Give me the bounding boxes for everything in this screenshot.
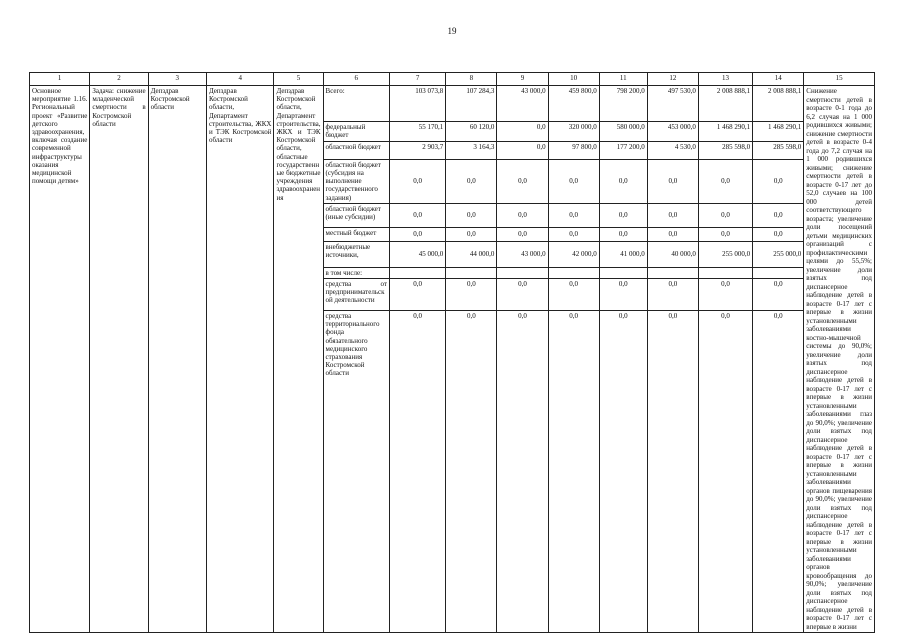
value-cell: 255 000,0 bbox=[753, 241, 804, 267]
value-cell: 44 000,0 bbox=[446, 241, 497, 267]
header-cell: 6 bbox=[323, 73, 389, 86]
funding-source-cell: областной бюджет (субсидия на выполнение государственного задания) bbox=[323, 159, 389, 203]
value-cell bbox=[647, 267, 698, 278]
value-cell: 0,0 bbox=[446, 311, 497, 633]
value-cell: 580 000,0 bbox=[599, 121, 647, 141]
value-cell: 41 000,0 bbox=[599, 241, 647, 267]
header-cell: 10 bbox=[548, 73, 599, 86]
value-cell: 0,0 bbox=[753, 311, 804, 633]
value-cell: 2 008 888,1 bbox=[753, 86, 804, 122]
program-table bbox=[29, 72, 875, 633]
funding-source-cell: местный бюджет bbox=[323, 227, 389, 241]
value-cell: 0,0 bbox=[497, 311, 548, 633]
value-cell: 0,0 bbox=[698, 227, 752, 241]
header-cell: 5 bbox=[274, 73, 323, 86]
value-cell bbox=[390, 267, 446, 278]
value-cell: 0,0 bbox=[497, 121, 548, 141]
value-cell: 0,0 bbox=[497, 141, 548, 159]
header-cell: 4 bbox=[206, 73, 274, 86]
value-cell: 0,0 bbox=[497, 279, 548, 311]
value-cell: 43 000,0 bbox=[497, 86, 548, 122]
value-cell: 55 170,1 bbox=[390, 121, 446, 141]
header-cell: 3 bbox=[148, 73, 206, 86]
header-cell: 12 bbox=[647, 73, 698, 86]
value-cell bbox=[698, 267, 752, 278]
value-cell: 0,0 bbox=[698, 203, 752, 227]
value-cell: 0,0 bbox=[548, 279, 599, 311]
value-cell: 453 000,0 bbox=[647, 121, 698, 141]
value-cell: 0,0 bbox=[599, 159, 647, 203]
value-cell: 0,0 bbox=[753, 203, 804, 227]
value-cell: 0,0 bbox=[599, 279, 647, 311]
value-cell: 42 000,0 bbox=[548, 241, 599, 267]
value-cell: 0,0 bbox=[698, 279, 752, 311]
value-cell: 0,0 bbox=[390, 279, 446, 311]
value-cell: 0,0 bbox=[446, 203, 497, 227]
value-cell: 177 200,0 bbox=[599, 141, 647, 159]
value-cell: 0,0 bbox=[548, 311, 599, 633]
value-cell: 497 530,0 bbox=[647, 86, 698, 122]
value-cell: 107 284,3 bbox=[446, 86, 497, 122]
value-cell: 0,0 bbox=[497, 203, 548, 227]
value-cell: 2 008 888,1 bbox=[698, 86, 752, 122]
header-cell: 13 bbox=[698, 73, 752, 86]
value-cell: 459 800,0 bbox=[548, 86, 599, 122]
value-cell: 255 000,0 bbox=[698, 241, 752, 267]
value-cell: 97 800,0 bbox=[548, 141, 599, 159]
value-cell: 0,0 bbox=[390, 159, 446, 203]
header-cell: 14 bbox=[753, 73, 804, 86]
value-cell: 43 000,0 bbox=[497, 241, 548, 267]
value-cell: 0,0 bbox=[446, 279, 497, 311]
value-cell: 0,0 bbox=[647, 311, 698, 633]
value-cell bbox=[497, 267, 548, 278]
value-cell: 0,0 bbox=[647, 279, 698, 311]
value-cell: 0,0 bbox=[599, 227, 647, 241]
funding-source-cell: федеральный бюджет bbox=[323, 121, 389, 141]
value-cell: 103 073,8 bbox=[390, 86, 446, 122]
value-cell: 0,0 bbox=[647, 159, 698, 203]
value-cell: 40 000,0 bbox=[647, 241, 698, 267]
value-cell: 320 000,0 bbox=[548, 121, 599, 141]
value-cell: 285 598,0 bbox=[753, 141, 804, 159]
value-cell: 0,0 bbox=[647, 203, 698, 227]
value-cell: 0,0 bbox=[548, 203, 599, 227]
value-cell: 1 468 290,1 bbox=[753, 121, 804, 141]
funding-source-cell: Всего: bbox=[323, 86, 389, 122]
value-cell: 0,0 bbox=[647, 227, 698, 241]
value-cell: 798 200,0 bbox=[599, 86, 647, 122]
participant-cell: Депздрав Костромской области, Департамент строительства, ЖКХ и ТЭК Костромской области, областные государственные бюджетные учреждения здравоохранения bbox=[274, 86, 323, 633]
value-cell: 0,0 bbox=[698, 311, 752, 633]
value-cell: 0,0 bbox=[446, 227, 497, 241]
funding-source-cell: внебюджетные источники, bbox=[323, 241, 389, 267]
value-cell: 0,0 bbox=[390, 227, 446, 241]
task-cell: Задача: снижение младенческой смертности в Костромской области bbox=[90, 86, 148, 633]
table-row bbox=[30, 86, 875, 122]
measure-name-cell: Основное мероприятие 1.16. Региональный проект «Развитие детского здравоохранения, включая создание современной инфраструктуры оказания медицинской помощи детям» bbox=[30, 86, 90, 633]
value-cell: 0,0 bbox=[599, 311, 647, 633]
expected-results-cell: Снижение смертности детей в возрасте 0-1 года до 6,2 случая на 1 000 родившихся живыми; снижение смертности детей в возрасте 0-4 года до 7,2 случая на 1 000 родившихся живыми; снижение смертности детей в возрасте 0-17 лет до 52,0 случаев на 100 000 детей соответствующего возраста; увеличение доли посещений детьми медицинских организаций с профилактическими целями до 55,5%; увеличение доли взятых под диспансерное наблюдение детей в возрасте 0-17 лет с впервые в жизни установленными заболеваниями костно-мышечной системы до 90,0%; увеличение доли взятых под диспансерное наблюдение детей в возрасте 0-17 лет с впервые в жизни установленными заболеваниями глаз до 90,0%; увеличение доли взятых под диспансерное наблюдение детей в возрасте 0-17 лет с впервые в жизни установленными заболеваниями органов пищеварения до 90,0%; увеличение доли взятых под диспансерное наблюдение детей в возрасте 0-17 лет с впервые в жизни установленными заболеваниями органов кровообращения до 90,0%; увеличение доли взятых под диспансерное наблюдение детей в возрасте 0-17 лет с впервые в жизни bbox=[804, 86, 875, 633]
value-cell: 0,0 bbox=[599, 203, 647, 227]
value-cell: 0,0 bbox=[753, 159, 804, 203]
value-cell bbox=[753, 267, 804, 278]
funding-source-cell: областной бюджет bbox=[323, 141, 389, 159]
value-cell: 0,0 bbox=[548, 227, 599, 241]
funding-source-cell: средства от предпринимательской деятельности bbox=[323, 279, 389, 311]
value-cell: 0,0 bbox=[753, 279, 804, 311]
header-cell: 15 bbox=[804, 73, 875, 86]
value-cell: 0,0 bbox=[548, 159, 599, 203]
funding-source-cell: средства территориального фонда обязательного медицинского страхования Костромской области bbox=[323, 311, 389, 633]
value-cell: 0,0 bbox=[497, 227, 548, 241]
value-cell bbox=[446, 267, 497, 278]
page-number: 19 bbox=[447, 26, 457, 36]
value-cell: 0,0 bbox=[390, 203, 446, 227]
header-cell: 2 bbox=[90, 73, 148, 86]
funding-source-cell: в том числе: bbox=[323, 267, 389, 278]
value-cell: 2 903,7 bbox=[390, 141, 446, 159]
header-cell: 11 bbox=[599, 73, 647, 86]
header-cell: 1 bbox=[30, 73, 90, 86]
funding-source-cell: областной бюджет (иные субсидии) bbox=[323, 203, 389, 227]
value-cell bbox=[599, 267, 647, 278]
value-cell: 4 530,0 bbox=[647, 141, 698, 159]
coexecutor-cell: Депздрав Костромской области, Департамент строительства, ЖКХ и ТЭК Костромской области bbox=[206, 86, 274, 633]
value-cell: 0,0 bbox=[698, 159, 752, 203]
value-cell bbox=[548, 267, 599, 278]
value-cell: 285 598,0 bbox=[698, 141, 752, 159]
header-cell: 7 bbox=[390, 73, 446, 86]
header-row bbox=[30, 73, 875, 86]
value-cell: 1 468 290,1 bbox=[698, 121, 752, 141]
value-cell: 60 120,0 bbox=[446, 121, 497, 141]
value-cell: 0,0 bbox=[390, 311, 446, 633]
value-cell: 0,0 bbox=[497, 159, 548, 203]
value-cell: 0,0 bbox=[753, 227, 804, 241]
responsible-cell: Депздрав Костромской области bbox=[148, 86, 206, 633]
value-cell: 0,0 bbox=[446, 159, 497, 203]
value-cell: 45 000,0 bbox=[390, 241, 446, 267]
header-cell: 9 bbox=[497, 73, 548, 86]
header-cell: 8 bbox=[446, 73, 497, 86]
value-cell: 3 164,3 bbox=[446, 141, 497, 159]
